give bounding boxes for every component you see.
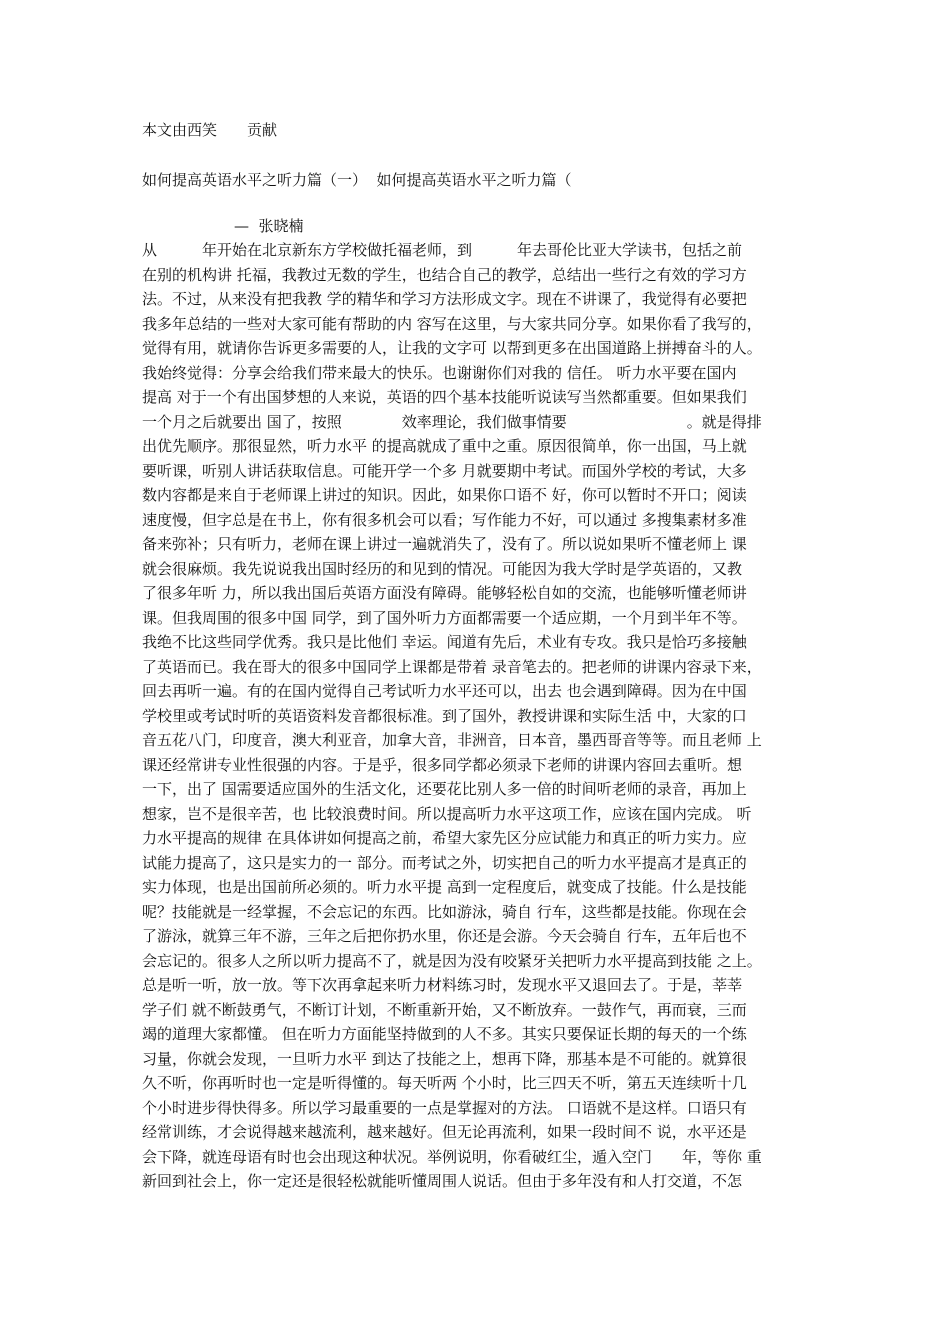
body-line: 会下降，就连母语有时也会出现这种状况。举例说明，你看破红尘，遁入空门 年，等你 重 — [142, 1147, 762, 1166]
body-line: 课。但我周围的很多中国 同学，到了国外听力方面都需要一个适应期，一个月到半年不等。 — [142, 608, 747, 627]
body-line: 一个月之后就要出 国了，按照 效率理论，我们做事情要 。就是得排 — [142, 412, 762, 431]
document-title-line: 如何提高英语水平之听力篇（一） 如何提高英语水平之听力篇（ — [142, 171, 572, 189]
body-line: 呢？技能就是一经掌握，不会忘记的东西。比如游泳，骑自 行车，这些都是技能。你现在会 — [142, 902, 747, 921]
body-line: 我绝不比这些同学优秀。我只是比他们 幸运。闻道有先后，术业有专攻。我只是恰巧多接触 — [142, 633, 747, 651]
body-line: 课还经常讲专业性很强的内容。于是乎，很多同学都必须录下老师的讲课内容回去重听。想 — [142, 755, 743, 774]
body-line: 觉得有用，就请你告诉更多需要的人，让我的文字可 以帮到更多在出国道路上拼搏奋斗的人。 — [142, 339, 762, 357]
body-line: 竭的道理大家都懂。 但在听力方面能坚持做到的人不多。其实只要保证长期的每天的一个练 — [142, 1025, 747, 1043]
body-line: 音五花八门，印度音，澳大利亚音，加拿大音，非洲音，日本音，墨西哥音等等。而且老师 上 — [142, 731, 762, 749]
body-line: 总是听一听，放一放。等下次再拿起来听力材料练习时，发现水平又退回去了。于是，莘莘 — [142, 976, 743, 994]
body-line: 学校里或考试时听的英语资料发音都很标准。到了国外，教授讲课和实际生活 中，大家的口 — [142, 706, 747, 725]
body-line: 一下，出了 国需要适应国外的生活文化，还要花比别人多一倍的时间听老师的录音，再加上 — [142, 780, 747, 798]
body-line: 就会很麻烦。我先说说我出国时经历的和见到的情况。可能因为我大学时是学英语的，又教 — [142, 559, 743, 578]
body-line: 习量，你就会发现，一旦听力水平 到达了技能之上，想再下降，那基本是不可能的。就算很 — [142, 1049, 747, 1068]
body-line: 实力体现，也是出国前所必须的。听力水平提 高到一定程度后，就变成了技能。什么是技能 — [142, 878, 747, 896]
body-line: 我多年总结的一些对大家可能有帮助的内 容写在这里，与大家共同分享。如果你看了我写的， — [142, 314, 762, 333]
body-line: 力水平提高的规律 在具体讲如何提高之前，希望大家先区分应试能力和真正的听力实力。应 — [142, 829, 747, 847]
body-line: 试能力提高了，这只是实力的一 部分。而考试之外，切实把自己的听力水平提高才是真正的 — [142, 853, 747, 872]
body-line: 久不听，你再听时也一定是听得懂的。每天听两 个小时，比三四天不听，第五天连续听十几 — [142, 1074, 747, 1092]
body-line: 经常训练，才会说得越来越流利，越来越好。但无论再流利，如果一段时间不 说，水平还是 — [142, 1123, 747, 1141]
body-line: 想家，岂不是很辛苦，也 比较浪费时间。所以提高听力水平这项工作，应该在国内完成。 听 — [142, 804, 752, 823]
body-line: 了很多年听 力，所以我出国后英语方面没有障碍。能够轻松自如的交流，也能够听懂老师讲 — [142, 584, 747, 602]
body-line: 学子们 就不断鼓勇气，不断订计划，不断重新开始，又不断放弃。一鼓作气，再而衰，三而 — [142, 1000, 747, 1019]
body-line: 从 年开始在北京新东方学校做托福老师，到 年去哥伦比亚大学读书，包括之前 — [142, 241, 743, 259]
body-line: 提高 对于一个有出国梦想的人来说，英语的四个基本技能听说读写当然都重要。但如果我们 — [142, 388, 747, 406]
body-line: 要听课，听别人讲话获取信息。可能开学一个多 月就要期中考试。而国外学校的考试，大多 — [142, 461, 747, 480]
body-line: 备来弥补；只有听力，老师在课上讲过一遍就消失了，没有了。所以说如果听不懂老师上 课 — [142, 535, 747, 553]
body-line: 了游泳，就算三年不游，三年之后把你扔水里，你还是会游。今天会骑自 行车，五年后也不 — [142, 927, 747, 945]
body-line: 了英语而已。我在哥大的很多中国同学上课都是带着 录音笔去的。把老师的讲课内容录下来， — [142, 657, 762, 676]
article-body — [142, 238, 822, 1194]
body-line: 会忘记的。很多人之所以听力提高不了，就是因为没有咬紧牙关把听力水平提高到技能 之上。 — [142, 951, 762, 970]
author-line: — 张晓楠 — [234, 217, 304, 235]
body-line: 速度慢，但字总是在书上，你有很多机会可以看；写作能力不好，可以通过 多搜集素材多准 — [142, 510, 747, 529]
body-line: 法。不过，从来没有把我教 学的精华和学习方法形成文字。现在不讲课了，我觉得有必要把 — [142, 290, 747, 308]
body-line: 数内容都是来自于老师课上讲过的知识。因此，如果你口语不 好，你可以暂时不开口；阅读 — [142, 486, 747, 504]
body-line: 新回到社会上，你一定还是很轻松就能听懂周围人说话。但由于多年没有和人打交道，不怎 — [142, 1172, 743, 1190]
body-line: 在别的机构讲 托福，我教过无数的学生，也结合自己的教学，总结出一些行之有效的学习方 — [142, 265, 747, 284]
body-line: 个小时进步得快得多。所以学习最重要的一点是掌握对的方法。 口语就不是这样。口语只有 — [142, 1098, 747, 1117]
credit-line: 本文由西笑 贡献 — [142, 121, 278, 139]
body-line: 回去再听一遍。有的在国内觉得自己考试听力水平还可以，出去 也会遇到障碍。因为在中国 — [142, 682, 747, 700]
body-line: 我始终觉得：分享会给我们带来最大的快乐。也谢谢你们对我的 信任。 听力水平要在国内 — [142, 363, 737, 382]
body-line: 出优先顺序。那很显然，听力水平 的提高就成了重中之重。原因很简单，你一出国，马上就 — [142, 437, 747, 455]
